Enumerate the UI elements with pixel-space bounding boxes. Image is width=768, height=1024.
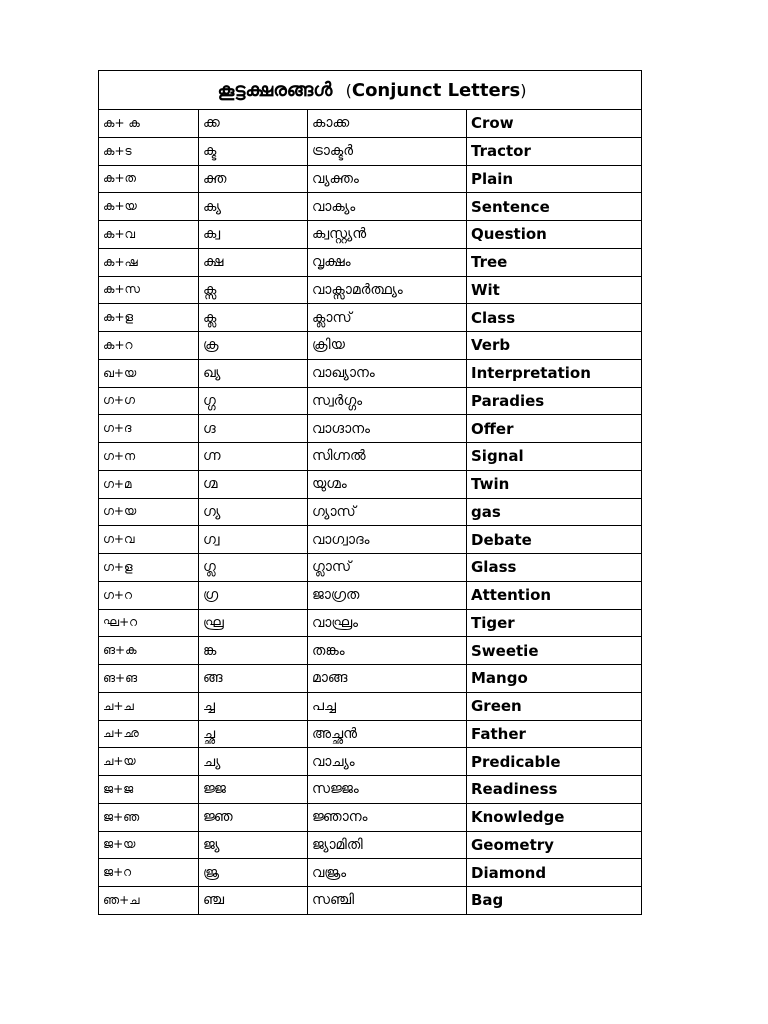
malayalam-word-cell: വാഗ്ദാനം (308, 415, 467, 443)
letter-combination-cell: ക+ള (99, 304, 199, 332)
malayalam-word-cell: വാക്യം (308, 193, 467, 221)
english-meaning-cell: Signal (467, 443, 642, 471)
english-meaning-cell: Glass (467, 554, 642, 582)
malayalam-word-cell: വ്യക്തം (308, 165, 467, 193)
letter-combination-cell: ഗ+വ (99, 526, 199, 554)
conjunct-letter-cell: ഗ്ല (199, 554, 308, 582)
conjunct-letter-cell: ച്ഛ (199, 720, 308, 748)
english-meaning-cell: Interpretation (467, 359, 642, 387)
letter-combination-cell: ങ+ക (99, 637, 199, 665)
letter-combination-cell: ഗ+ഗ (99, 387, 199, 415)
conjunct-letter-cell: ഗ്ഗ (199, 387, 308, 415)
table-row (99, 831, 642, 859)
malayalam-word-cell: ക്വസ്റ്റ്യൻ (308, 221, 467, 249)
table-row (99, 221, 642, 249)
conjunct-letter-cell: ക്സ (199, 276, 308, 304)
english-meaning-cell: Mango (467, 665, 642, 693)
table-row (99, 859, 642, 887)
malayalam-word-cell: വാച്യം (308, 748, 467, 776)
conjunct-letter-cell: ക്വ (199, 221, 308, 249)
malayalam-word-cell: അച്ഛൻ (308, 720, 467, 748)
malayalam-word-cell: ജ്ഞാനം (308, 803, 467, 831)
letter-combination-cell: ച+ഛ (99, 720, 199, 748)
english-meaning-cell: Knowledge (467, 803, 642, 831)
malayalam-word-cell: സഞ്ചി (308, 887, 467, 915)
letter-combination-cell: ജ+യ (99, 831, 199, 859)
table-row (99, 193, 642, 221)
conjunct-letter-cell: ജ്യ (199, 831, 308, 859)
table-row (99, 387, 642, 415)
conjunct-letters-sheet (98, 70, 641, 915)
letter-combination-cell: ഗ+ന (99, 443, 199, 471)
table-row (99, 443, 642, 471)
malayalam-word-cell: വൃക്ഷം (308, 248, 467, 276)
table-row (99, 415, 642, 443)
table-row (99, 887, 642, 915)
table-row (99, 609, 642, 637)
conjunct-letter-cell: ങ്ക (199, 637, 308, 665)
malayalam-word-cell: ഗ്ലാസ് (308, 554, 467, 582)
english-meaning-cell: Offer (467, 415, 642, 443)
letter-combination-cell: ഗ+റ (99, 581, 199, 609)
malayalam-word-cell: ട്രാക്ടർ (308, 137, 467, 165)
conjunct-letter-cell: ങ്ങ (199, 665, 308, 693)
malayalam-word-cell: ക്രിയ (308, 332, 467, 360)
conjunct-letter-cell: ഗ്വ (199, 526, 308, 554)
title-close-paren: ) (520, 81, 527, 100)
conjunct-letter-cell: ച്ച (199, 692, 308, 720)
english-meaning-cell: Class (467, 304, 642, 332)
title-english: Conjunct Letters (351, 80, 521, 101)
conjunct-letter-cell: ച്യ (199, 748, 308, 776)
english-meaning-cell: Bag (467, 887, 642, 915)
table-row (99, 637, 642, 665)
table-row (99, 581, 642, 609)
letter-combination-cell: ഗ+ള (99, 554, 199, 582)
malayalam-word-cell: കാക്ക (308, 110, 467, 138)
table-body (99, 110, 642, 915)
malayalam-word-cell: ജാഗ്രത (308, 581, 467, 609)
english-meaning-cell: Wit (467, 276, 642, 304)
table-row (99, 304, 642, 332)
conjunct-letter-cell: ക്ത (199, 165, 308, 193)
malayalam-word-cell: ജ്യാമിതി (308, 831, 467, 859)
letter-combination-cell: ഖ+യ (99, 359, 199, 387)
english-meaning-cell: Verb (467, 332, 642, 360)
conjunct-letter-cell: ക്ഷ (199, 248, 308, 276)
table-row (99, 776, 642, 804)
letter-combination-cell: ച+യ (99, 748, 199, 776)
english-meaning-cell: gas (467, 498, 642, 526)
malayalam-word-cell: സിഗ്നൽ (308, 443, 467, 471)
table-row (99, 720, 642, 748)
english-meaning-cell: Diamond (467, 859, 642, 887)
letter-combination-cell: ഗ+ദ (99, 415, 199, 443)
table-row (99, 248, 642, 276)
letter-combination-cell: ച+ച (99, 692, 199, 720)
letter-combination-cell: ഘ+റ (99, 609, 199, 637)
table-row (99, 276, 642, 304)
table-title (99, 71, 642, 110)
english-meaning-cell: Plain (467, 165, 642, 193)
conjunct-letter-cell: ക്ക (199, 110, 308, 138)
conjunct-letter-cell: ഗ്ന (199, 443, 308, 471)
table-row (99, 692, 642, 720)
english-meaning-cell: Crow (467, 110, 642, 138)
letter-combination-cell: ജ+റ (99, 859, 199, 887)
malayalam-word-cell: മാങ്ങ (308, 665, 467, 693)
table-row (99, 110, 642, 138)
table-row (99, 359, 642, 387)
conjunct-letter-cell: ക്ല (199, 304, 308, 332)
english-meaning-cell: Geometry (467, 831, 642, 859)
english-meaning-cell: Tree (467, 248, 642, 276)
table-row (99, 748, 642, 776)
conjunct-letter-cell: ഗ്ര (199, 581, 308, 609)
letter-combination-cell: ക+സ (99, 276, 199, 304)
table-row (99, 665, 642, 693)
malayalam-word-cell: സ്വർഗ്ഗം (308, 387, 467, 415)
english-meaning-cell: Father (467, 720, 642, 748)
conjunct-table (98, 70, 642, 915)
english-meaning-cell: Sentence (467, 193, 642, 221)
conjunct-letter-cell: ഗ്മ (199, 470, 308, 498)
conjunct-letter-cell: ഗ്യ (199, 498, 308, 526)
letter-combination-cell: ഞ+ച (99, 887, 199, 915)
conjunct-letter-cell: ജ്ര (199, 859, 308, 887)
letter-combination-cell: ക+ട (99, 137, 199, 165)
letter-combination-cell: ജ+ജ (99, 776, 199, 804)
table-row (99, 165, 642, 193)
english-meaning-cell: Attention (467, 581, 642, 609)
english-meaning-cell: Debate (467, 526, 642, 554)
malayalam-word-cell: ഗ്യാസ് (308, 498, 467, 526)
letter-combination-cell: ക+ ക (99, 110, 199, 138)
table-row (99, 498, 642, 526)
table-row (99, 332, 642, 360)
malayalam-word-cell: പച്ച (308, 692, 467, 720)
english-meaning-cell: Paradies (467, 387, 642, 415)
letter-combination-cell: ക+റ (99, 332, 199, 360)
letter-combination-cell: ക+യ (99, 193, 199, 221)
letter-combination-cell: ഗ+മ (99, 470, 199, 498)
letter-combination-cell: ക+വ (99, 221, 199, 249)
conjunct-letter-cell: ഖ്യ (199, 359, 308, 387)
letter-combination-cell: ങ+ങ (99, 665, 199, 693)
letter-combination-cell: ജ+ഞ (99, 803, 199, 831)
table-row (99, 554, 642, 582)
english-meaning-cell: Sweetie (467, 637, 642, 665)
malayalam-word-cell: തങ്കം (308, 637, 467, 665)
english-meaning-cell: Readiness (467, 776, 642, 804)
malayalam-word-cell: വാഖ്യാനം (308, 359, 467, 387)
conjunct-letter-cell: ജ്ഞ (199, 803, 308, 831)
conjunct-letter-cell: ക്ട (199, 137, 308, 165)
title-malayalam: കൂട്ടക്ഷരങ്ങൾ (217, 79, 333, 101)
letter-combination-cell: ക+ഷ (99, 248, 199, 276)
english-meaning-cell: Tiger (467, 609, 642, 637)
malayalam-word-cell: വാഗ്വാദം (308, 526, 467, 554)
table-row (99, 526, 642, 554)
conjunct-letter-cell: ജ്ജ (199, 776, 308, 804)
conjunct-letter-cell: ക്ര (199, 332, 308, 360)
malayalam-word-cell: വജ്രം (308, 859, 467, 887)
conjunct-letter-cell: ഘ്ര (199, 609, 308, 637)
table-row (99, 803, 642, 831)
english-meaning-cell: Green (467, 692, 642, 720)
letter-combination-cell: ക+ത (99, 165, 199, 193)
malayalam-word-cell: യുഗ്മം (308, 470, 467, 498)
english-meaning-cell: Predicable (467, 748, 642, 776)
table-row (99, 137, 642, 165)
malayalam-word-cell: സജ്ജം (308, 776, 467, 804)
conjunct-letter-cell: ക്യ (199, 193, 308, 221)
letter-combination-cell: ഗ+യ (99, 498, 199, 526)
english-meaning-cell: Question (467, 221, 642, 249)
english-meaning-cell: Twin (467, 470, 642, 498)
conjunct-letter-cell: ഗ്ദ (199, 415, 308, 443)
conjunct-letter-cell: ഞ്ച (199, 887, 308, 915)
english-meaning-cell: Tractor (467, 137, 642, 165)
table-row (99, 470, 642, 498)
malayalam-word-cell: വാഘ്രം (308, 609, 467, 637)
title-open-paren: ( (345, 81, 352, 100)
malayalam-word-cell: ക്ലാസ് (308, 304, 467, 332)
malayalam-word-cell: വാക്സാമർത്ഥ്യം (308, 276, 467, 304)
